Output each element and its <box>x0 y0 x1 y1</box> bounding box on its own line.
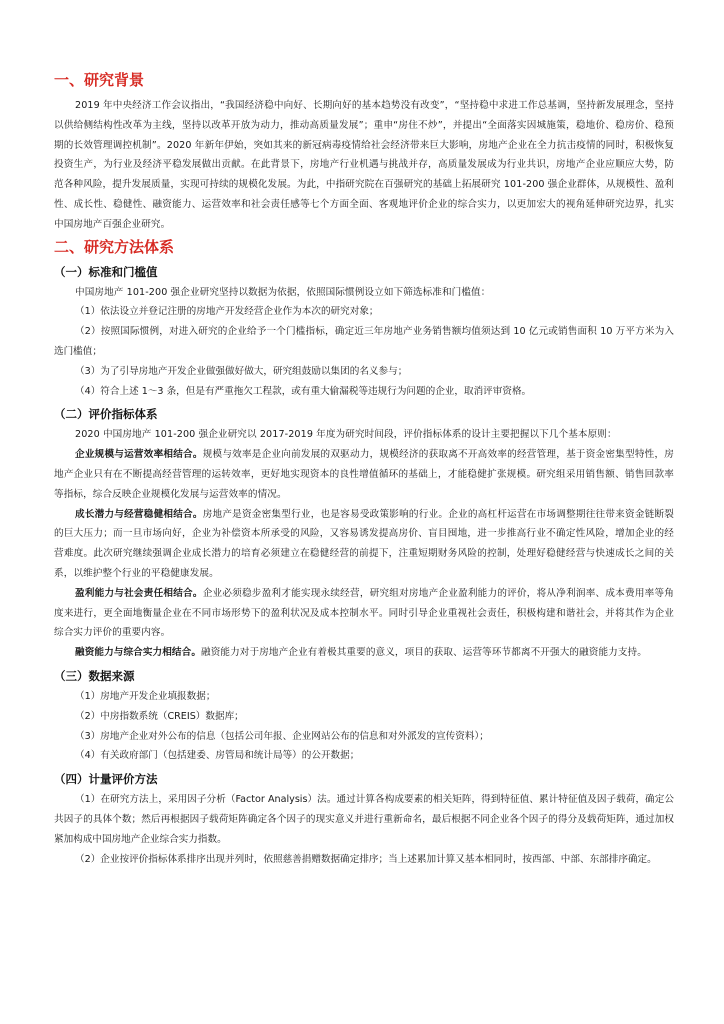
data-source-item: （3）房地产企业对外公布的信息（包括公司年报、企业网站公布的信息和对外派发的宣传资料）； <box>75 730 489 742</box>
background-paragraph: 2019 年中央经济工作会议指出，“我国经济稳中向好、长期向好的基本趋势没有改变”，“坚持稳中求进工作总基调，坚持新发展理念，坚持以供给侧结构性改革为主线，坚持以改革开放为动力，推动高质量发展”；重申“房住不炒”，并提出“全面落实因城施策，稳地价、稳房价、稳预期的长效管理调控机制”。2020 年新年伊始，突如其来的新冠病毒疫情给社会经济带来巨大影响，房地产企业在全力抗击疫情的同时，积极恢复投资生产，为行业及经济平稳发展做出贡献。在此背景下，房地产行业机遇与挑战并存，高质量发展成为行业共识，房地产企业应顺应大势，防范各种风险，提升发展质量，实现可持续的规模化发展。为此，中指研究院在百强研究的基础上拓展研究 101-200 强企业群体，从规模性、盈利性、成长性、稳健性、融资能力、运营效率和社会责任感等七个方面全面、客观地评价企业的综合实力，以更加宏大的视角延伸研究边界，扎实中国房地产百强企业研究。 <box>54 100 674 230</box>
method-item: （1）在研究方法上，采用因子分析（Factor Analysis）法。通过计算各构成要素的相关矩阵，得到特征值、累计特征值及因子载荷，确定公共因子的具体个数；然后再根据因子载荷矩阵确定各个因子的现实意义并进行重新命名，最后根据不同企业各个因子的得分及载荷矩阵，通过加权紧加构成中国房地产企业综合实力指数。 <box>54 794 674 845</box>
data-source-item: （2）中房指数系统（CREIS）数据库； <box>75 710 244 722</box>
section-title-methodology: 二、研究方法体系 <box>54 237 175 256</box>
principle-text: 房地产是资金密集型行业，也是容易受政策影响的行业。企业的高杠杆运营在市场调整期往往带来资金链断裂的巨大压力；而一旦市场向好，企业为补偿资本所承受的风险，又容易诱发提高房价、盲目囤地，进一步推高行业不确定性风险，增加企业的经营难度。此次研究继续强调企业成长潜力的培育必须建立在稳健经营的前提下，注重短期财务风险的控制，处理好稳健经营与快速成长之间的关系，以维护整个行业的平稳健康发展。 <box>54 508 674 579</box>
subsection-title-indicators: （二）评价指标体系 <box>54 407 158 422</box>
threshold-item: （3）为了引导房地产开发企业做强做好做大，研究组鼓励以集团的名义参与； <box>75 365 408 377</box>
principle-lead: 企业规模与运营效率相结合。 <box>75 449 203 461</box>
principle-lead: 融资能力与综合实力相结合。 <box>75 647 202 659</box>
data-source-item: （1）房地产开发企业填报数据； <box>75 690 216 702</box>
principle-text: 融资能力对于房地产企业有着极其重要的意义，项目的获取、运营等环节都离不开强大的融资能力支持。 <box>201 647 647 659</box>
principle-paragraph <box>54 505 674 584</box>
method-item: （2）企业按评价指标体系排序出现并列时，依照慈善捐赠数据确定排序；当上述累加计算又基本相同时，按西部、中部、东部排序确定。 <box>75 853 657 865</box>
principle-paragraph <box>54 584 674 643</box>
threshold-item: （1）依法设立并登记注册的房地产开发经营企业作为本次的研究对象； <box>75 306 379 318</box>
indicators-intro: 2020 中国房地产 101-200 强企业研究以 2017-2019 年度为研究时间段，评价指标体系的设计主要把握以下几个基本原则： <box>75 429 617 441</box>
document-body <box>54 70 674 869</box>
section-title-background: 一、研究背景 <box>54 71 145 89</box>
principle-text: 规模与效率是企业向前发展的双驱动力，规模经济的获取离不开高效率的经营管理，基于资金密集型特性，房地产企业只有在不断提高经营管理的运转效率，更好地实现资本的良性增值循环的基础上，才能稳健扩张规模。研究组采用销售额、销售回款率等指标，综合反映企业规模化发展与运营效率的情况。 <box>54 449 674 500</box>
subsection-title-evaluation-method: （四）计量评价方法 <box>54 772 158 787</box>
threshold-item: （2）按照国际惯例，对进入研究的企业给予一个门槛指标，确定近三年房地产业务销售额均值须达到 10 亿元或销售面积 10 万平方米为入选门槛值； <box>54 326 674 357</box>
principle-paragraph <box>54 445 674 504</box>
threshold-item: （4）符合上述 1～3 条，但是有严重拖欠工程款，或有重大偷漏税等违规行为问题的企业，取消评审资格。 <box>75 385 532 397</box>
principle-lead: 盈利能力与社会责任相结合。 <box>75 587 203 599</box>
thresholds-intro: 中国房地产 101-200 强企业研究坚持以数据为依据，依照国际惯例设立如下筛选标准和门槛值： <box>75 286 491 298</box>
subsection-title-data-sources: （三）数据来源 <box>54 668 135 683</box>
principle-text: 企业必须稳步盈利才能实现永续经营，研究组对房地产企业盈利能力的评价，将从净利润率、成本费用率等角度来进行，更全面地衡量企业在不同市场形势下的盈利状况及成本控制水平。同时引导企业重视社会责任，积极构建和谐社会，并将其作为企业综合实力评价的重要内容。 <box>54 587 674 639</box>
principle-lead: 成长潜力与经营稳健相结合。 <box>75 508 203 520</box>
subsection-title-thresholds: （一）标准和门槛值 <box>54 264 158 279</box>
principle-paragraph <box>54 643 674 663</box>
data-source-item: （4）有关政府部门（包括建委、房管局和统计局等）的公开数据； <box>75 750 360 762</box>
